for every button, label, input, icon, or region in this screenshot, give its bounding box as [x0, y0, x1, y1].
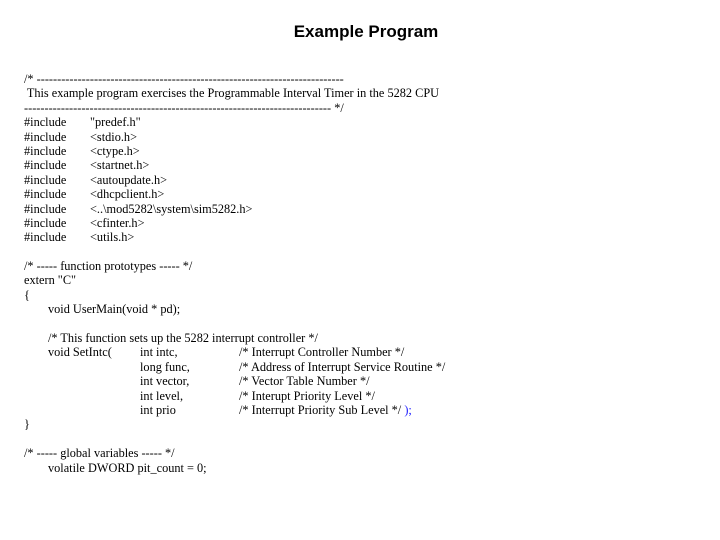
include-file: <autoupdate.h>: [90, 172, 168, 187]
param-comment: /* Interrupt Priority Sub Level */: [239, 402, 402, 417]
blank-line: [24, 432, 714, 446]
include-directive: #include: [24, 187, 67, 202]
setintc-lead: void SetIntc(: [48, 345, 112, 360]
param-decl: int vector,: [140, 374, 190, 389]
include-directive: #include: [24, 230, 67, 245]
code-listing: [24, 72, 714, 475]
globals-comment: /* ----- global variables ----- */: [24, 446, 175, 461]
param-comment: /* Interrupt Controller Number */: [239, 345, 405, 360]
include-file: <startnet.h>: [90, 158, 150, 173]
setintc-param-line: [48, 374, 714, 388]
include-line: [24, 216, 714, 230]
param-decl: int intc,: [140, 345, 178, 360]
include-file: <cfinter.h>: [90, 215, 145, 230]
include-line: [24, 202, 714, 216]
include-directive: #include: [24, 215, 67, 230]
include-line: [24, 187, 714, 201]
include-file: <..\mod5282\system\sim5282.h>: [90, 201, 253, 216]
param-comment: /* Vector Table Number */: [239, 374, 370, 389]
blank-line: [24, 245, 714, 259]
header-comment-line: /* ---------------------------------------------------------------------------: [24, 72, 344, 86]
include-directive: #include: [24, 158, 67, 173]
include-directive: #include: [24, 129, 67, 144]
setintc-param-line: [48, 403, 714, 417]
include-file: <utils.h>: [90, 230, 135, 245]
include-directive: #include: [24, 201, 67, 216]
setintc-param-line: [48, 389, 714, 403]
param-comment: /* Address of Interrupt Service Routine */: [239, 359, 446, 374]
pit-count-declaration: volatile DWORD pit_count = 0;: [48, 460, 207, 475]
prototypes-comment: /* ----- function prototypes ----- */: [24, 259, 193, 274]
setintc-param-line: [48, 345, 714, 359]
param-decl: int level,: [140, 388, 184, 403]
prototype-terminator: );: [404, 402, 412, 417]
setintc-param-line: [48, 360, 714, 374]
blank-line: [24, 317, 714, 331]
include-directive: #include: [24, 115, 67, 130]
include-line: [24, 115, 714, 129]
usermain-prototype: void UserMain(void * pd);: [48, 302, 181, 317]
include-line: [24, 230, 714, 244]
open-brace: {: [24, 287, 30, 302]
include-line: [24, 173, 714, 187]
include-file: "predef.h": [90, 115, 141, 130]
include-line: [24, 130, 714, 144]
include-line: [24, 158, 714, 172]
include-file: <stdio.h>: [90, 129, 138, 144]
header-comment-line: --------------------------------------------------------------------------- */: [24, 100, 344, 115]
include-directive: #include: [24, 143, 67, 158]
include-file: <dhcpclient.h>: [90, 187, 165, 202]
page-title: Example Program: [293, 22, 439, 41]
include-line: [24, 144, 714, 158]
include-file: <ctype.h>: [90, 143, 140, 158]
param-decl: long func,: [140, 359, 190, 374]
param-comment: /* Interupt Priority Level */: [239, 388, 375, 403]
setintc-comment: /* This function sets up the 5282 interrupt controller */: [48, 331, 318, 346]
extern-c-line: extern "C": [24, 273, 77, 288]
include-directive: #include: [24, 172, 67, 187]
close-brace: }: [24, 417, 30, 432]
param-decl: int prio: [140, 402, 176, 417]
header-comment-line: This example program exercises the Programmable Interval Timer in the 5282 CPU: [24, 86, 440, 101]
